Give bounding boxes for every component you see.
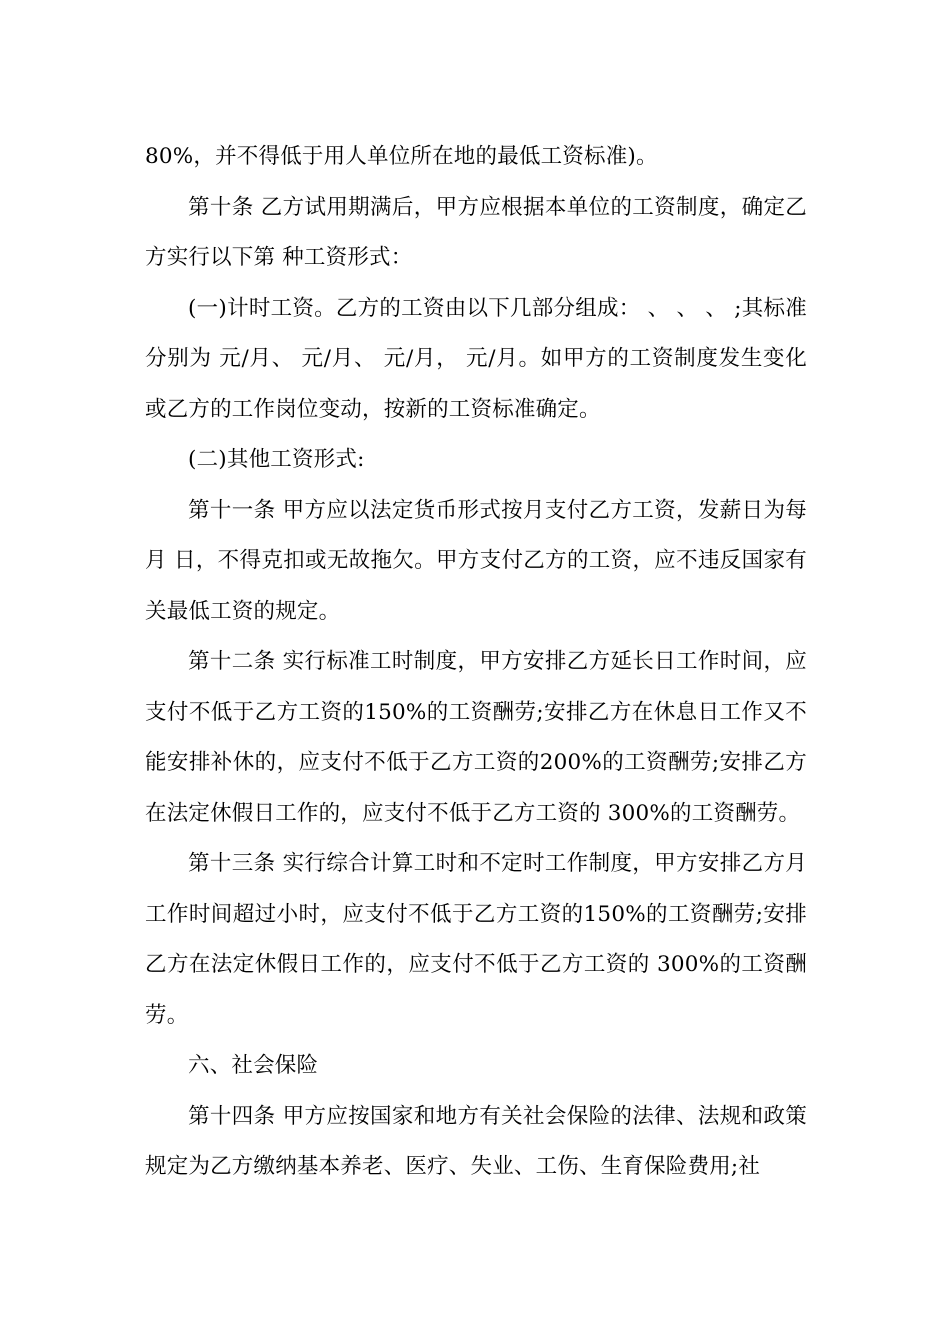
- section-heading-social-insurance: 六、社会保险: [188, 1053, 319, 1078]
- paragraph-article-10: 第十条 乙方试用期满后，甲方应根据本单位的工资制度，确定乙方实行以下第 种工资形式：: [145, 194, 807, 270]
- paragraph-article-12: 第十二条 实行标准工时制度，甲方安排乙方延长日工作时间，应支付不低于乙方工资的150%的工资酬劳;安排乙方在休息日工作又不能安排补休的，应支付不低于乙方工资的200%的工资酬劳;安排乙方在法定休假日工作的，应支付不低于乙方工资的 300%的工资酬劳。: [145, 649, 807, 826]
- paragraph-article-11: 第十一条 甲方应以法定货币形式按月支付乙方工资，发薪日为每月 日，不得克扣或无故拖欠。甲方支付乙方的工资，应不违反国家有关最低工资的规定。: [145, 497, 807, 624]
- paragraph-other-wage: (二)其他工资形式:: [188, 447, 365, 472]
- paragraph-article-13: 第十三条 实行综合计算工时和不定时工作制度，甲方安排乙方月工作时间超过小时，应支付不低于乙方工资的150%的工资酬劳;安排乙方在法定休假日工作的，应支付不低于乙方工资的 300%的工资酬劳。: [145, 851, 807, 1028]
- paragraph-hourly-wage: (一)计时工资。乙方的工资由以下几部分组成： 、 、 、 ;其标准分别为 元/月、 元/月、 元/月， 元/月。如甲方的工资制度发生变化或乙方的工作岗位变动，按新的工资标准确定。: [145, 295, 807, 422]
- document-body: [145, 132, 807, 1193]
- paragraph-article-14: 第十四条 甲方应按国家和地方有关社会保险的法律、法规和政策规定为乙方缴纳基本养老、医疗、失业、工伤、生育保险费用;社: [145, 1103, 807, 1179]
- paragraph-continuation: 80%，并不得低于用人单位所在地的最低工资标准)。: [145, 144, 658, 169]
